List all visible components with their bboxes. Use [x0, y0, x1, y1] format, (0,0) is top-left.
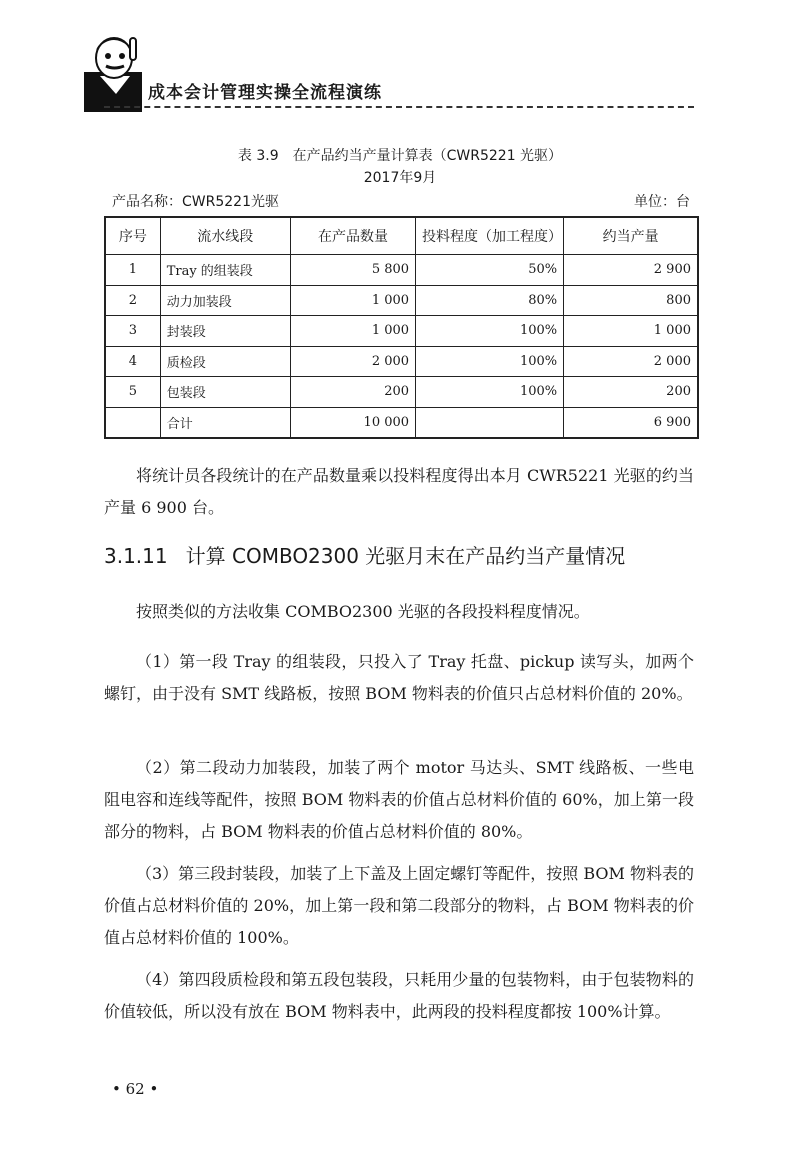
- table-total-row: [105, 407, 698, 438]
- paragraph-5: （4）第四段质检段和第五段包装段，只耗用少量的包装物料，由于包装物料的价值较低，所以没有放在 BOM 物料表中，此两段的投料程度都按 100%计算。: [104, 970, 694, 1021]
- equivalent-units: 800: [564, 285, 698, 316]
- equivalent-output-table: [104, 216, 699, 439]
- paragraph-1: 按照类似的方法收集 COMBO2300 光驱的各段投料程度情况。: [136, 602, 590, 621]
- table-meta: [104, 191, 694, 211]
- unit-label: 单位：台: [634, 194, 690, 210]
- completion-rate: 80%: [416, 285, 564, 316]
- column-header: 流水线段: [160, 217, 290, 255]
- stage-name: 质检段: [160, 346, 290, 377]
- equivalent-units: 2 900: [564, 255, 698, 286]
- book-title: 成本会计管理实操全流程演练: [148, 83, 382, 103]
- table-row: [105, 316, 698, 347]
- section-heading: [104, 540, 625, 569]
- page-number: • 62 •: [112, 1080, 159, 1098]
- table-row: [105, 346, 698, 377]
- equivalent-units: 2 000: [564, 346, 698, 377]
- header-divider: [104, 106, 694, 108]
- row-number: 4: [105, 346, 160, 377]
- total-label: 合计: [160, 407, 290, 438]
- row-number: 5: [105, 377, 160, 408]
- paragraph-2: （1）第一段 Tray 的组装段，只投入了 Tray 托盘、pickup 读写头，加两个螺钉，由于没有 SMT 线路板，按照 BOM 物料表的价值只占总材料价值的 20%。: [104, 652, 694, 703]
- column-header: 投料程度（加工程度）: [416, 217, 564, 255]
- column-header: 约当产量: [564, 217, 698, 255]
- completion-rate: 100%: [416, 346, 564, 377]
- wip-quantity: 200: [290, 377, 415, 408]
- wip-quantity: 1 000: [290, 285, 415, 316]
- total-rate-empty: [416, 407, 564, 438]
- table-header-row: [105, 217, 698, 255]
- paragraph-3: （2）第二段动力加装段，加装了两个 motor 马达头、SMT 线路板、一些电阻电容和连线等配件，按照 BOM 物料表的价值占总材料价值的 60%，加上第一段部分的物料，占 BOM 物料表的价值占总材料价值的 80%。: [104, 758, 694, 841]
- row-number: 1: [105, 255, 160, 286]
- column-header: 在产品数量: [290, 217, 415, 255]
- wip-quantity: 5 800: [290, 255, 415, 286]
- paragraph-4: （3）第三段封装段，加装了上下盖及上固定螺钉等配件，按照 BOM 物料表的价值占总材料价值的 20%，加上第一段和第二段部分的物料，占 BOM 物料表的价值占总材料价值的 100%。: [104, 864, 694, 947]
- row-number: 3: [105, 316, 160, 347]
- total-empty-cell: [105, 407, 160, 438]
- table-caption: 表 3.9 在产品约当产量计算表（CWR5221 光驱）: [237, 148, 563, 164]
- row-number: 2: [105, 285, 160, 316]
- completion-rate: 100%: [416, 377, 564, 408]
- completion-rate: 50%: [416, 255, 564, 286]
- table-row: [105, 377, 698, 408]
- table-row: [105, 285, 698, 316]
- stage-name: 动力加装段: [160, 285, 290, 316]
- mascot-illustration: [80, 32, 152, 112]
- wip-quantity: 1 000: [290, 316, 415, 347]
- section-title: 计算 COMBO2300 光驱月末在产品约当产量情况: [185, 544, 626, 568]
- table-date: 2017年9月: [363, 170, 437, 186]
- table-row: [105, 255, 698, 286]
- intro-paragraph: 将统计员各段统计的在产品数量乘以投料程度得出本月 CWR5221 光驱的约当产量 6 900 台。: [104, 466, 694, 517]
- equivalent-units: 1 000: [564, 316, 698, 347]
- stage-name: 包装段: [160, 377, 290, 408]
- total-equivalent-units: 6 900: [564, 407, 698, 438]
- stage-name: Tray 的组装段: [160, 255, 290, 286]
- equivalent-units: 200: [564, 377, 698, 408]
- column-header: 序号: [105, 217, 160, 255]
- product-name-label: 产品名称：CWR5221光驱: [112, 194, 279, 210]
- wip-quantity: 2 000: [290, 346, 415, 377]
- section-number: 3.1.11: [104, 544, 168, 568]
- stage-name: 封装段: [160, 316, 290, 347]
- total-wip-quantity: 10 000: [290, 407, 415, 438]
- completion-rate: 100%: [416, 316, 564, 347]
